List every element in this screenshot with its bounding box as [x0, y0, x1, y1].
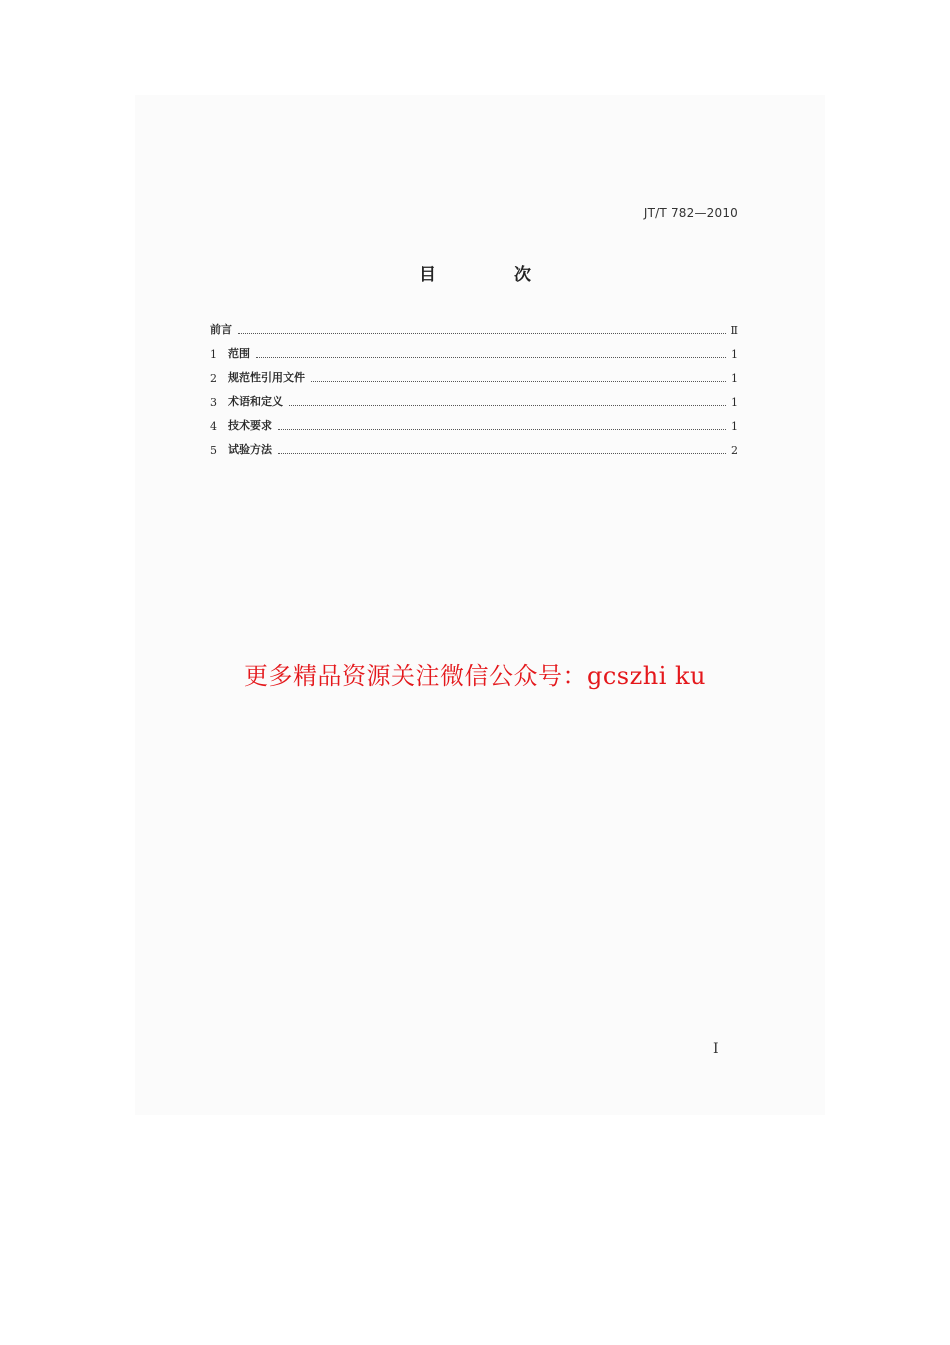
toc-entry-number: 4: [210, 420, 217, 433]
toc-entry-page: 2: [731, 444, 738, 457]
toc-entry-normative-references[interactable]: [210, 361, 738, 385]
toc-entry-number: 5: [210, 444, 217, 457]
toc-entry-label: 术语和定义: [228, 395, 283, 408]
toc-entry-page: 1: [731, 372, 738, 385]
scanned-page-area: [135, 95, 825, 1115]
toc-leader-dots: [278, 452, 726, 454]
toc-entry-number: 3: [210, 396, 217, 409]
toc-entry-terms-definitions[interactable]: [210, 385, 738, 409]
toc-leader-dots: [289, 404, 726, 406]
wechat-promo-text: 更多精品资源关注微信公众号：gcszhi ku: [243, 662, 707, 690]
toc-entry-foreword[interactable]: [210, 313, 738, 337]
toc-entry-page: 1: [731, 348, 738, 361]
toc-entry-page: Ⅱ: [730, 324, 738, 337]
toc-entry-label: 前言: [210, 323, 232, 336]
toc-entry-scope[interactable]: [210, 337, 738, 361]
toc-entry-number: 2: [210, 372, 217, 385]
toc-entry-technical-requirements[interactable]: [210, 409, 738, 433]
toc-leader-dots: [238, 332, 726, 334]
toc-title: 目 次: [419, 265, 567, 285]
toc-leader-dots: [256, 356, 726, 358]
toc-entry-label: 技术要求: [228, 419, 272, 432]
toc-entry-number: 1: [210, 348, 217, 361]
toc-entry-label: 范围: [228, 347, 250, 360]
document-code: JT/T 782—2010: [643, 206, 738, 220]
toc-entry-label: 规范性引用文件: [228, 371, 305, 384]
toc-leader-dots: [278, 428, 726, 430]
toc-entry-label: 试验方法: [228, 443, 272, 456]
page-number: I: [713, 1041, 719, 1057]
toc-entry-page: 1: [731, 396, 738, 409]
toc-leader-dots: [311, 380, 726, 382]
table-of-contents: [210, 313, 738, 457]
toc-entry-page: 1: [731, 420, 738, 433]
toc-entry-test-methods[interactable]: [210, 433, 738, 457]
